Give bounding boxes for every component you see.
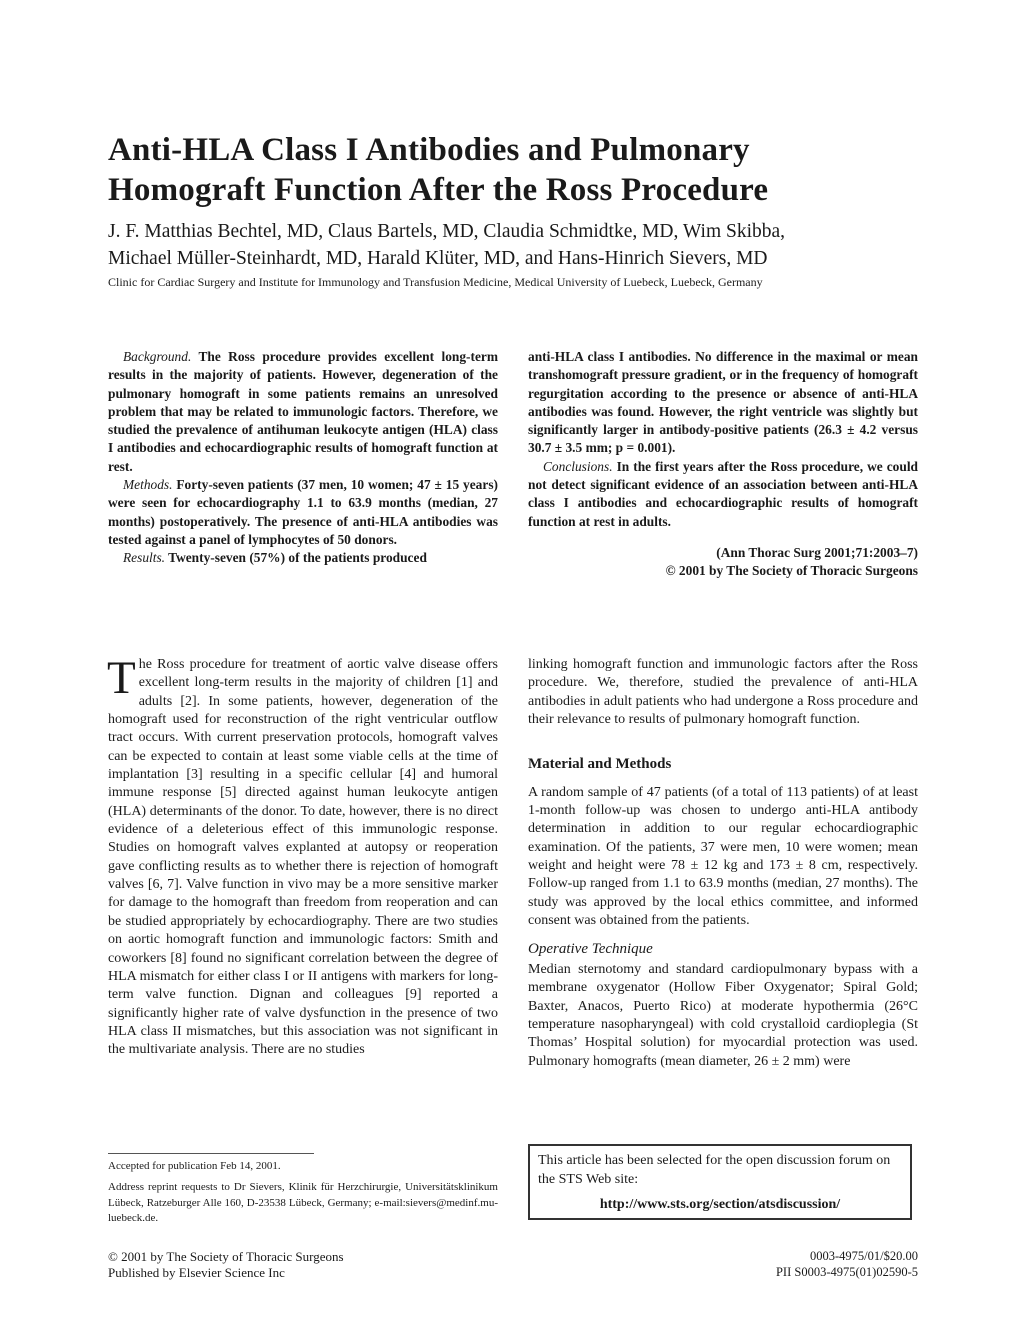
footnote-divider <box>108 1153 314 1154</box>
methods-paragraph: A random sample of 47 patients (of a total of 113 patients) of at least 1-month follow-up was chosen to undergo anti-HLA antibody determination in addition to our regular echocardiographic examination. Of the patients, 37 were men, 10 were women; mean weight and height were 78 ± 12 kg and 173 ± 8 cm, respectively. Follow-up ranged from 1.1 to 63.9 months (median, 27 months). The study was approved by the local ethics committee, and informed consent was obtained from the patients. <box>528 784 918 929</box>
section-heading-methods: Material and Methods <box>528 756 672 773</box>
discussion-box <box>528 1144 912 1220</box>
article-title <box>108 130 928 210</box>
discussion-link[interactable]: http://www.sts.org/section/atsdiscussion/ <box>599 1197 841 1212</box>
title-line-1: Anti-HLA Class I Antibodies and Pulmonary <box>108 132 750 168</box>
footer-publisher: Published by Elsevier Science Inc <box>108 1264 285 1280</box>
conclusions-text: In the first years after the Ross procedure, we could not detect significant evidence of an association between anti-HLA class I antibodies and echocardiographic results of homograft function at rest in adults. <box>528 458 918 529</box>
journal-citation: (Ann Thorac Surg 2001;71:2003–7) <box>716 544 918 560</box>
affiliation: Clinic for Cardiac Surgery and Institute for Immunology and Transfusion Medicine, Medical University of Luebeck, Luebeck, Germany <box>108 275 763 289</box>
introduction-paragraph <box>107 652 498 1060</box>
body-right-column <box>528 656 918 1071</box>
authors-line-1: J. F. Matthias Bechtel, MD, Claus Bartels, MD, Claudia Schmidtke, MD, Wim Skibba, <box>108 221 786 242</box>
abstract-left-column <box>108 348 498 568</box>
introduction-continued: linking homograft function and immunologic factors after the Ross procedure. We, therefore, studied the prevalence of anti-HLA antibodies in adult patients who had undergone a Ross procedure and their relevance to results of pulmonary homograft function. <box>528 657 918 728</box>
footer-left <box>108 1249 344 1280</box>
footnote-reprint: Address reprint requests to Dr Sievers, Klinik für Herzchirurgie, Universitätsklinikum Lübeck, Ratzeburger Alle 160, D-23538 Lübeck, Germany; e-mail:sievers@medinf.mu-luebeck.de. <box>108 1181 498 1224</box>
operative-paragraph: Median sternotomy and standard cardiopulmonary bypass with a membrane oxygenator (Hollow Fiber Oxygenator; Spiral Gold; Baxter, Anacos, Puerto Rico) at moderate hypothermia (26°C temperature nasopharyngeal) with cold crystalloid cardioplegia (St Thomas’ Hospital solution) for myocardial protection was used. Pulmonary homografts (mean diameter, 26 ± 2 mm) were <box>528 961 918 1069</box>
author-list <box>108 218 928 272</box>
abstract-results <box>108 549 498 567</box>
discussion-box-text: This article has been selected for the open discussion forum on the STS Web site: <box>538 1153 891 1187</box>
background-text: The Ross procedure provides excellent long-term results in the majority of patients. However, degeneration of the pulmonary homograft in some patients remains an unresolved problem that may be related to immunologic factors. Therefore, we studied the prevalence of antihuman leukocyte antigen (HLA) class I antibodies and echocardiographic results of homograft function at rest. <box>108 349 498 474</box>
footer-copyright: © 2001 by The Society of Thoracic Surgeons <box>108 1249 344 1264</box>
abstract-methods <box>108 476 498 549</box>
methods-label: Methods. <box>123 477 173 493</box>
footnote-accepted: Accepted for publication Feb 14, 2001. <box>108 1160 281 1172</box>
results-text-start: Twenty-seven (57%) of the patients produced <box>165 550 427 566</box>
footer-pii: PII S0003-4975(01)02590-5 <box>775 1264 918 1279</box>
authors-line-2: Michael Müller-Steinhardt, MD, Harald Klüter, MD, and Hans-Hinrich Sievers, MD <box>108 248 768 269</box>
abstract-conclusions <box>528 458 918 531</box>
subsection-heading-operative: Operative Technique <box>528 941 653 958</box>
title-line-2: Homograft Function After the Ross Procedure <box>108 172 769 208</box>
introduction-text: he Ross procedure for treatment of aortic valve disease offers excellent long-term results in the majority of children [1] and adults [2]. In some patients, however, degeneration of the homograft used for reconstruction of the right ventricular outflow tract occurs. With current preservation protocols, homograft valves can be expected to contain at least some viable cells at the time of implantation [3] resulting in a specific cellular [4] and humoral immune response [5] directed against human leukocyte antigen (HLA) determinants of the donor. To date, however, there is no direct evidence of a deleterious effect of this immunologic response. Studies on homograft valves explanted at autopsy or reoperation gave conflicting results as to whether there is rejection of homograft valves [6, 7]. Valve function in vivo may be a more sensitive marker for damage to the homograft than freedom from reoperation and can be studied appropriately by echocardiography. There are two studies on aortic homograft function and immunologic factors: Smith and coworkers [8] found no significant correlation between the degree of HLA mismatch for either class I or II antigens with markers for long-term valve function. Dignan and colleagues [9] reported a significantly higher rate of valve dysfunction in the presence of two HLA class II mismatches, but this association was not significant in the multivariate analysis. There are no studies <box>108 657 498 1058</box>
footer-issn: 0003-4975/01/$20.00 <box>810 1249 918 1263</box>
results-label: Results. <box>123 550 166 566</box>
body-left-column <box>107 652 498 1060</box>
abstract-copyright: © 2001 by The Society of Thoracic Surgeons <box>665 563 918 579</box>
abstract-results-continued: anti-HLA class I antibodies. No difference in the maximal or mean transhomograft pressure gradient, or in the frequency of homograft regurgitation according to the presence or absence of anti-HLA antibodies was found. However, the right ventricle was slightly but significantly larger in antibody-positive patients (26.3 ± 4.2 versus 30.7 ± 3.5 mm; p = 0.001). <box>528 349 918 456</box>
abstract-background <box>108 348 498 476</box>
footer-right <box>640 1249 918 1280</box>
background-label: Background. <box>123 349 192 364</box>
methods-text: Forty-seven patients (37 men, 10 women; 47 ± 15 years) were seen for echocardiography 1.1 to 63.9 months (median, 27 months) postoperatively. The presence of anti-HLA antibodies was tested against a panel of lymphocytes of 50 donors. <box>108 477 498 547</box>
drop-cap: T <box>107 652 136 704</box>
abstract-right-column <box>528 348 918 581</box>
conclusions-label: Conclusions. <box>543 458 613 474</box>
